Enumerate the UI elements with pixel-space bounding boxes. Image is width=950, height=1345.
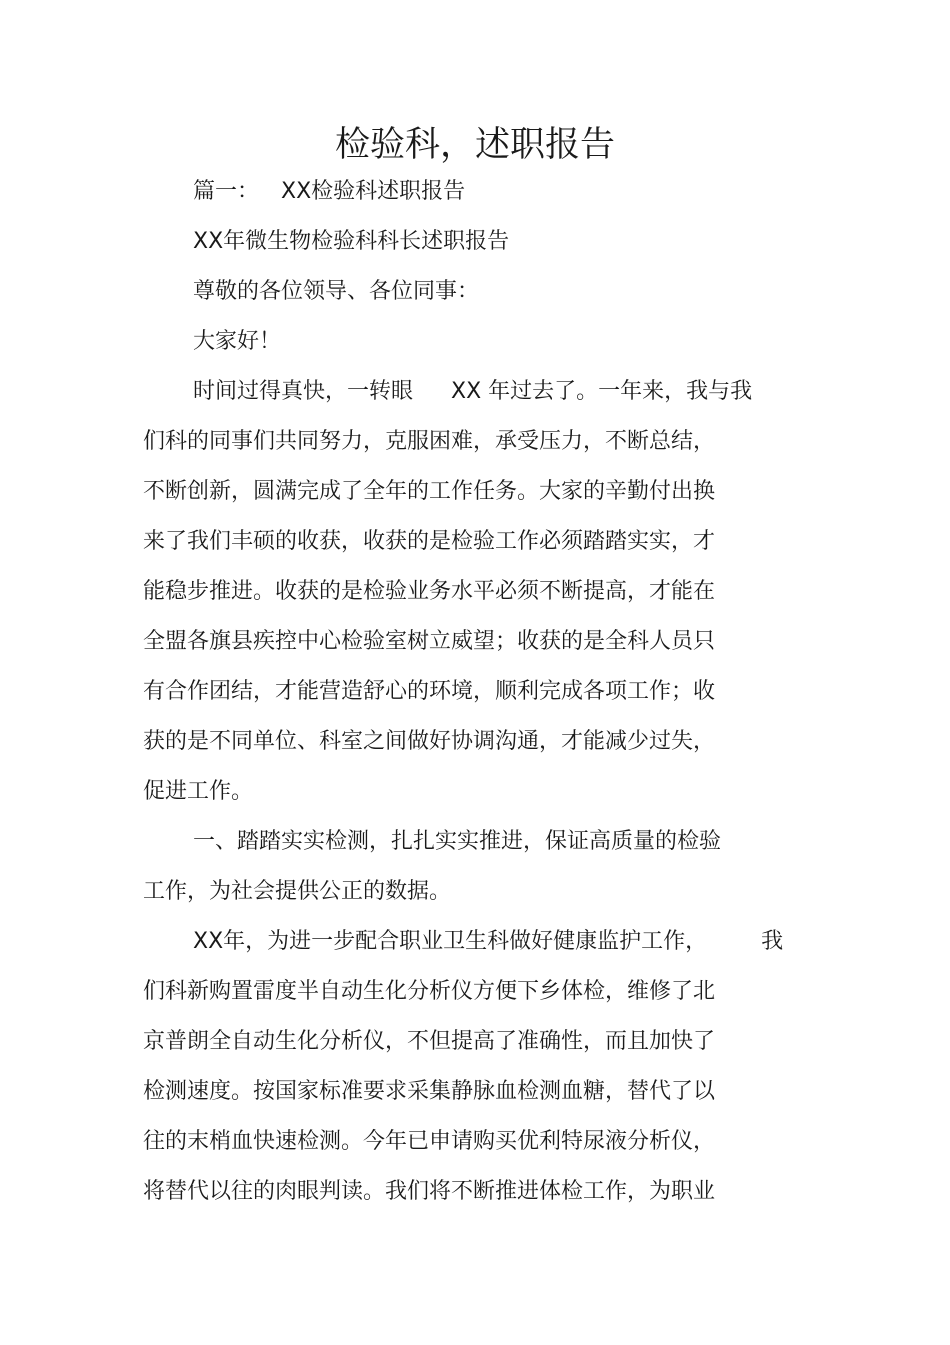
text-line: 尊敬的各位领导、各位同事： bbox=[193, 279, 480, 304]
text-line: 们科的同事们共同努力，克服困难，承受压力，不断总结， bbox=[143, 429, 716, 454]
text-line: 不断创新，圆满完成了全年的工作任务。大家的辛勤付出换 bbox=[143, 479, 716, 504]
text-line: 促进工作。 bbox=[143, 779, 254, 804]
text-segment: 时间过得真快，一转眼 bbox=[193, 379, 414, 404]
text-segment: 我 bbox=[761, 929, 784, 954]
text-line: 获的是不同单位、科室之间做好协调沟通，才能减少过失， bbox=[143, 729, 716, 754]
text-line bbox=[193, 927, 783, 957]
text-segment: 篇一： bbox=[193, 179, 260, 204]
document-title: 检验科，述职报告 bbox=[334, 125, 615, 165]
text-line: 大家好！ bbox=[193, 329, 282, 354]
text-line: 将替代以往的肉眼判读。我们将不断推进体检工作，为职业 bbox=[143, 1179, 716, 1204]
text-line: 们科新购置雷度半自动生化分析仪方便下乡体检，维修了北 bbox=[143, 979, 716, 1004]
text-segment: XX检验科述职报告 bbox=[281, 179, 466, 204]
text-segment: XX 年过去了。一年来，我与我 bbox=[451, 379, 753, 404]
text-segment: XX年，为进一步配合职业卫生科做好健康监护工作， bbox=[193, 929, 708, 954]
section-heading-line: 工作，为社会提供公正的数据。 bbox=[143, 879, 452, 904]
text-line bbox=[193, 177, 465, 207]
text-line: 来了我们丰硕的收获，收获的是检验工作必须踏踏实实，才 bbox=[143, 529, 716, 554]
text-line: 全盟各旗县疾控中心检验室树立威望；收获的是全科人员只 bbox=[143, 629, 716, 654]
text-line: 往的末梢血快速检测。今年已申请购买优利特尿液分析仪， bbox=[143, 1129, 716, 1154]
text-line: XX年微生物检验科科长述职报告 bbox=[193, 229, 510, 254]
text-line: 检测速度。按国家标准要求采集静脉血检测血糖，替代了以 bbox=[143, 1079, 716, 1104]
text-line: 有合作团结，才能营造舒心的环境，顺利完成各项工作；收 bbox=[143, 679, 716, 704]
text-line: 能稳步推进。收获的是检验业务水平必须不断提高，才能在 bbox=[143, 579, 716, 604]
section-heading-line: 一、踏踏实实检测，扎扎实实推进，保证高质量的检验 bbox=[193, 829, 722, 854]
text-line: 京普朗全自动生化分析仪，不但提高了准确性，而且加快了 bbox=[143, 1029, 716, 1054]
text-line bbox=[193, 377, 752, 407]
